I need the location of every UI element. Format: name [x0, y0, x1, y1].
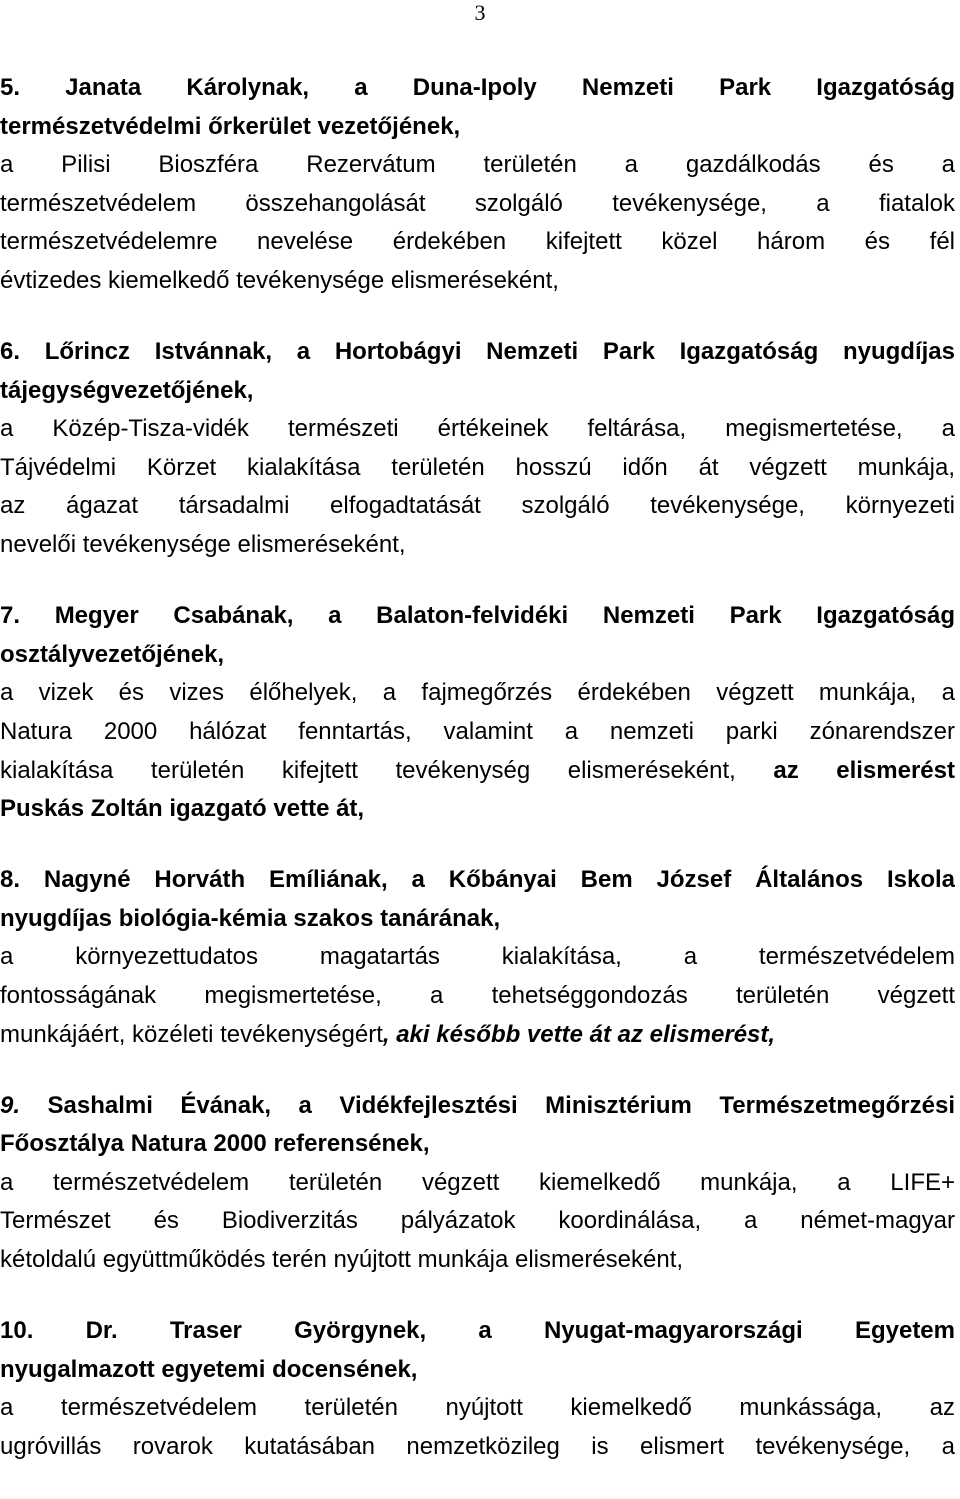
- text-run-bold-italic: , aki később vette át az elismerést,: [382, 1020, 776, 1048]
- entry-body-line: [0, 977, 955, 1016]
- text-run: 10. Dr. Traser Györgynek, a Nyugat-magyarországi Egyetem: [0, 1317, 955, 1345]
- entry-body-line: [0, 1202, 955, 1241]
- award-entry-10: [0, 1312, 955, 1466]
- entry-heading-line: [0, 597, 955, 636]
- text-run: nyugalmazott egyetemi docensének,: [0, 1355, 418, 1383]
- entry-body-line: [0, 1016, 955, 1055]
- entry-body-line: [0, 674, 955, 713]
- entry-body-line: [0, 752, 955, 791]
- text-run: a természetvédelem területén nyújtott kiemelkedő munkássága, az: [0, 1394, 955, 1422]
- entry-heading-line: [0, 372, 955, 411]
- text-run: 8. Nagyné Horváth Emíliának, a Kőbányai Bem József Általános Iskola: [0, 866, 955, 894]
- text-run: ugróvillás rovarok kutatásában nemzetközileg is elismert tevékenysége, a: [0, 1432, 955, 1460]
- award-entry-8: [0, 861, 955, 1054]
- entry-heading-line: [0, 1125, 955, 1164]
- text-run: természetvédelemre nevelése érdekében kifejtett közel három és fél: [0, 228, 955, 256]
- text-run: 7. Megyer Csabának, a Balaton-felvidéki Nemzeti Park Igazgatóság: [0, 602, 955, 630]
- entry-body-line: [0, 1428, 955, 1467]
- text-run: nyugdíjas biológia-kémia szakos tanárának,: [0, 904, 501, 932]
- text-run: a Közép-Tisza-vidék természeti értékeinek feltárása, megismertetése, a: [0, 415, 955, 443]
- text-run: kialakítása területén kifejtett tevékenység elismeréseként,: [0, 756, 774, 784]
- text-run: Puskás Zoltán igazgató vette át,: [0, 795, 365, 823]
- entry-heading-line: [0, 636, 955, 675]
- text-run: természetvédelem összehangolását szolgáló tevékenysége, a fiatalok: [0, 189, 955, 217]
- text-run: a vizek és vizes élőhelyek, a fajmegőrzés érdekében végzett munkája, a: [0, 679, 955, 707]
- entry-heading-line: [0, 1351, 955, 1390]
- text-run: Natura 2000 hálózat fenntartás, valamint a nemzeti parki zónarendszer: [0, 717, 955, 745]
- text-run: Sashalmi Évának, a Vidékfejlesztési Minisztérium Természetmegőrzési: [20, 1091, 955, 1119]
- award-entry-9: [0, 1087, 955, 1280]
- entry-body-line: [0, 146, 955, 185]
- text-run: a Pilisi Bioszféra Rezervátum területén a gazdálkodás és a: [0, 151, 955, 179]
- text-run-bold: az elismerést: [773, 756, 955, 784]
- text-run: a természetvédelem területén végzett kiemelkedő munkája, a LIFE+: [0, 1168, 955, 1196]
- entry-heading-line: [0, 1087, 955, 1126]
- entry-body-line: [0, 790, 955, 829]
- award-entry-7: [0, 597, 955, 829]
- text-run: 5. Janata Károlynak, a Duna-Ipoly Nemzeti Park Igazgatóság: [0, 74, 955, 101]
- text-run: Természet és Biodiverzitás pályázatok koordinálása, a német-magyar: [0, 1207, 955, 1235]
- text-run: osztályvezetőjének,: [0, 640, 225, 668]
- entry-heading-line: [0, 900, 955, 939]
- entry-heading-line: [0, 1312, 955, 1351]
- entry-body-line: [0, 1164, 955, 1203]
- text-run: évtizedes kiemelkedő tevékenysége elismeréseként,: [0, 266, 559, 294]
- entry-heading-line: [0, 861, 955, 900]
- entry-heading-line: [0, 69, 955, 108]
- text-run-bold-italic: 9.: [0, 1091, 21, 1119]
- entry-body-line: [0, 185, 955, 224]
- text-run: munkájáért, közéleti tevékenységért: [0, 1020, 383, 1048]
- entry-body-line: [0, 938, 955, 977]
- entry-body-line: [0, 262, 955, 301]
- text-run: kétoldalú együttműködés terén nyújtott munkája elismeréseként,: [0, 1246, 684, 1274]
- text-run: fontosságának megismertetése, a tehetséggondozás területén végzett: [0, 981, 955, 1009]
- entry-body-line: [0, 449, 955, 488]
- entry-body-line: [0, 487, 955, 526]
- text-run: az ágazat társadalmi elfogadtatását szolgáló tevékenysége, környezeti: [0, 492, 955, 520]
- award-entry-6: [0, 333, 955, 565]
- text-run: Főosztálya Natura 2000 referensének,: [0, 1130, 430, 1158]
- text-run: tájegységvezetőjének,: [0, 376, 254, 404]
- entry-body-line: [0, 223, 955, 262]
- award-entry-5: [0, 69, 955, 301]
- document-body: [0, 69, 955, 1499]
- entry-heading-line: [0, 333, 955, 372]
- page-number: 3: [474, 0, 486, 25]
- entry-body-line: [0, 1389, 955, 1428]
- text-run: Tájvédelmi Körzet kialakítása területén hosszú időn át végzett munkája,: [0, 453, 955, 481]
- entry-body-line: [0, 526, 955, 565]
- entry-body-line: [0, 1241, 955, 1280]
- entry-body-line: [0, 410, 955, 449]
- text-run: a környezettudatos magatartás kialakítása, a természetvédelem: [0, 943, 955, 971]
- text-run: 6. Lőrincz Istvánnak, a Hortobágyi Nemzeti Park Igazgatóság nyugdíjas: [0, 338, 955, 366]
- entry-body-line: [0, 713, 955, 752]
- entry-heading-line: [0, 108, 955, 147]
- text-run: természetvédelmi őrkerület vezetőjének,: [0, 112, 461, 140]
- text-run: nevelői tevékenysége elismeréseként,: [0, 531, 406, 559]
